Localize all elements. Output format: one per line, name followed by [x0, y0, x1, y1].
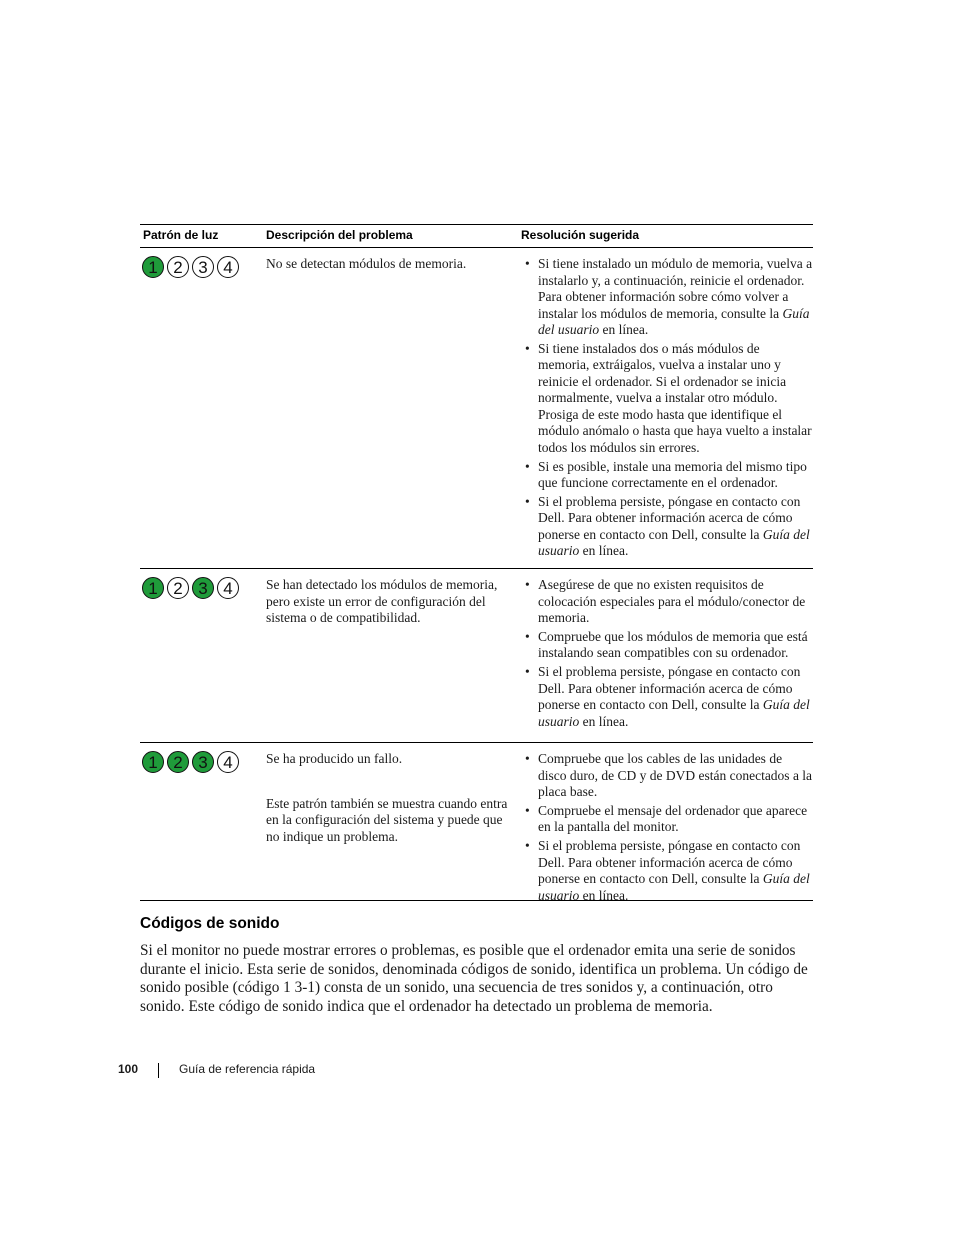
suggested-resolution	[522, 751, 813, 906]
table-row	[140, 248, 813, 569]
description-text: Se han detectado los módulos de memoria, pero existe un error de configuración del sistema o de compatibilidad.	[266, 577, 498, 625]
table-row	[140, 569, 813, 743]
diagnostic-light-icon: 3	[192, 256, 214, 278]
list-item: • Compruebe que los módulos de memoria que está instalando sean compatibles con su ordenador.	[522, 629, 813, 662]
header-light-pattern: Patrón de luz	[143, 228, 219, 242]
problem-description	[266, 256, 518, 301]
list-item: • Si es posible, instale una memoria del mismo tipo que funcione correctamente en el ordenador.	[522, 459, 813, 492]
list-item: • Si tiene instalados dos o más módulos de memoria, extráigalos, vuelva a instalar uno y reinicie el ordenador. Si el ordenador se inicia normalmente, vuelva a instalar otro módulo. Prosiga de este modo hasta que identifique el módulo anómalo o hasta que haya vuelto a instalar todos los módulos sin errores.	[522, 341, 813, 457]
footer-title: Guía de referencia rápida	[179, 1062, 316, 1076]
diagnostic-lights-table	[140, 224, 813, 901]
diagnostic-light-icon: 1	[142, 256, 164, 278]
description-note: Este patrón también se muestra cuando entra en la configuración del sistema y puede que no indique un problema.	[266, 795, 508, 844]
diagnostic-light-icon: 2	[167, 256, 189, 278]
diagnostic-light-icon: 1	[142, 577, 164, 599]
list-item: • Si el problema persiste, póngase en contacto con Dell. Para obtener información acerca de cómo ponerse en contacto con Dell, consulte la Guía del usuario en línea.	[522, 838, 813, 904]
table-row	[140, 743, 813, 901]
diagnostic-light-icon: 3	[192, 577, 214, 599]
list-item: • Si el problema persiste, póngase en contacto con Dell. Para obtener información acerca de cómo ponerse en contacto con Dell, consulte la Guía del usuario en línea.	[522, 494, 813, 560]
section-body: Si el monitor no puede mostrar errores o problemas, es posible que el ordenador emita una serie de sonidos durante el inicio. Esta serie de sonidos, denominada códigos de sonido, identifica un problema. Un código de sonido posible (código 1 3-1) consta de un sonido, una secuencia de tres sonidos y, a continuación, otro sonido. Este código de sonido indica que el ordenador ha detectado un problema de memoria.	[140, 942, 808, 1015]
suggested-resolution	[522, 577, 813, 732]
diagnostic-light-icon: 3	[192, 751, 214, 773]
list-item: • Compruebe que los cables de las unidades de disco duro, de CD y de DVD están conectados a la placa base.	[522, 751, 813, 801]
list-item: • Si el problema persiste, póngase en contacto con Dell. Para obtener información acerca de cómo ponerse en contacto con Dell, consulte la Guía del usuario en línea.	[522, 664, 813, 730]
diagnostic-light-icon: 4	[217, 577, 239, 599]
footer-divider	[158, 1063, 159, 1078]
light-pattern	[142, 256, 239, 278]
header-suggested-resolution: Resolución sugerida	[521, 228, 640, 242]
table-header	[140, 224, 813, 248]
header-problem-description: Descripción del problema	[266, 228, 413, 242]
list-item: • Compruebe el mensaje del ordenador que aparece en la pantalla del monitor.	[522, 803, 813, 836]
list-item: • Asegúrese de que no existen requisitos de colocación especiales para el módulo/conector de memoria.	[522, 577, 813, 627]
diagnostic-light-icon: 1	[142, 751, 164, 773]
diagnostic-light-icon: 2	[167, 751, 189, 773]
problem-description	[266, 577, 518, 655]
problem-description	[266, 751, 518, 873]
diagnostic-light-icon: 4	[217, 751, 239, 773]
page-number: 100	[118, 1062, 139, 1076]
suggested-resolution	[522, 256, 813, 562]
list-item: • Si tiene instalado un módulo de memoria, vuelva a instalarlo y, a continuación, reinicie el ordenador. Para obtener información sobre cómo volver a instalar los módulos de memoria, consulte la Guía del usuario en línea.	[522, 256, 813, 339]
section-heading: Códigos de sonido	[140, 915, 280, 932]
light-pattern	[142, 577, 239, 599]
light-pattern	[142, 751, 239, 773]
description-text: Se ha producido un fallo.	[266, 751, 403, 766]
diagnostic-light-icon: 4	[217, 256, 239, 278]
description-text: No se detectan módulos de memoria.	[266, 256, 467, 271]
diagnostic-light-icon: 2	[167, 577, 189, 599]
